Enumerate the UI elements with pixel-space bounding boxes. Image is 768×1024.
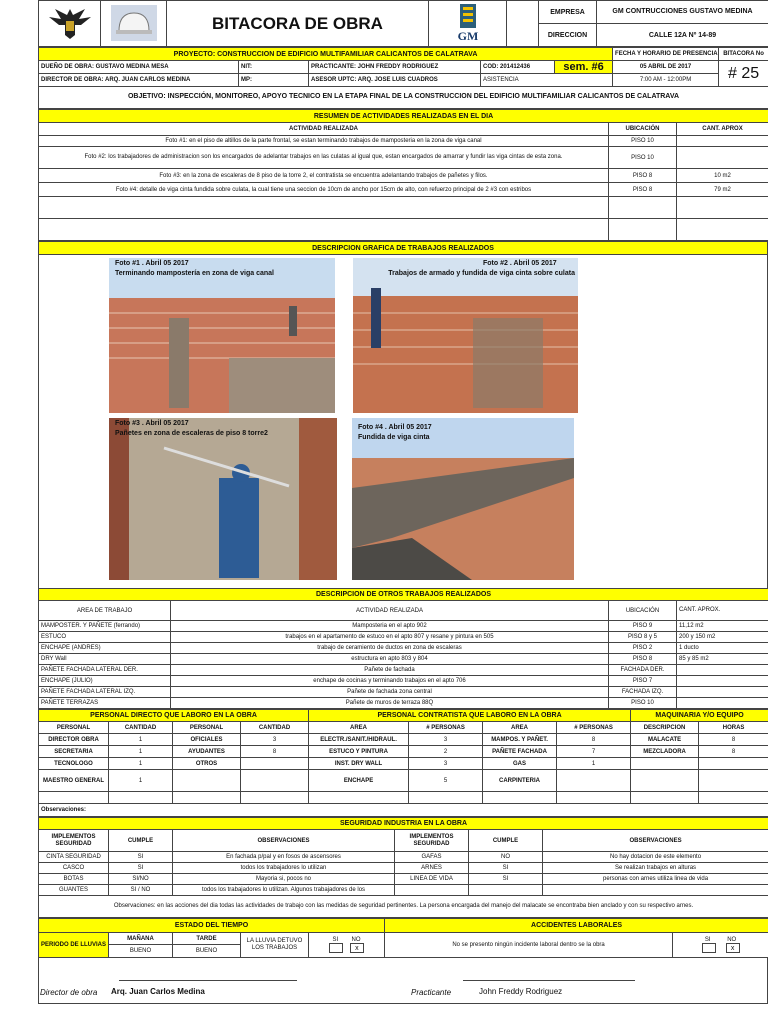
empresa-label: EMPRESA xyxy=(539,1,597,24)
accidentes-title: ACCIDENTES LABORALES xyxy=(385,919,768,933)
photo-1-caption-date: Foto #1 . Abril 05 2017 xyxy=(115,260,189,267)
accidentes-si-no: SI NO x xyxy=(673,933,768,958)
table-row: GUANTES SI / NO todos los trabajadores lo utilizan. Algunos trabajadores de los xyxy=(39,885,768,896)
bitacora-label: BITACORA No xyxy=(719,48,768,61)
resumen-ubi: PISO 10 xyxy=(609,136,677,147)
resumen-table xyxy=(38,109,768,241)
practicante-signature-line xyxy=(463,980,635,981)
asesor: ASESOR UPTC: ARQ. JOSE LUIS CUADROS xyxy=(309,74,481,87)
table-row xyxy=(39,136,768,147)
practicante-label: Practicante xyxy=(411,988,452,997)
direccion-label: DIRECCION xyxy=(539,24,597,47)
table-row: SECRETARIA 1 AYUDANTES 8 ESTUCO Y PINTURA 2 PAÑETE FACHADA 7 MEZCLADORA 8 xyxy=(39,746,768,758)
tiempo-table xyxy=(38,918,768,958)
tarde-label: TARDE xyxy=(173,933,241,945)
project-title: PROYECTO: CONSTRUCCION DE EDIFICIO MULTIFAMILIAR CALICANTOS DE CALATRAVA xyxy=(39,48,613,61)
lluvia-si-no: SI NO x xyxy=(309,933,385,958)
tarde-value: BUENO xyxy=(173,945,241,958)
seguridad-title: SEGURIDAD INDUSTRIA EN LA OBRA xyxy=(39,818,768,830)
photo-panel xyxy=(38,255,768,588)
resumen-header-cant: CANT. APROX xyxy=(677,123,768,136)
resumen-ubi: PISO 10 xyxy=(609,147,677,169)
periodo-lluvias: PERIODO DE LLUVIAS xyxy=(39,933,109,958)
bitacora-sheet xyxy=(38,0,768,1004)
personal-directo-title: PERSONAL DIRECTO QUE LABORO EN LA OBRA xyxy=(39,710,309,722)
page-title: BITACORA DE OBRA xyxy=(167,1,429,47)
horario: 7:00 AM - 12:00PM xyxy=(613,74,719,87)
table-row: CINTA SEGURIDAD SI En fachada p/pal y en fosos de ascensores GAFAS NO No hay dotacion de este elemento xyxy=(39,852,768,863)
grafica-title-table xyxy=(38,241,768,255)
table-row: MAESTRO GENERAL 1 ENCHAPE 5 CARPINTERIA xyxy=(39,770,768,792)
photo-2-caption-date: Foto #2 . Abril 05 2017 xyxy=(483,260,557,267)
resumen-header-actividad: ACTIVIDAD REALIZADA xyxy=(39,123,609,136)
asistencia-label: ASISTENCIA xyxy=(481,74,613,87)
photo-3 xyxy=(109,418,337,580)
table-row: DRY Wall estructura en apto 803 y 804 PISO 8 85 y 85 m2 xyxy=(39,654,768,665)
helmet-logo xyxy=(101,1,167,47)
bitacora-number: # 25 xyxy=(719,61,768,87)
photo-2-image xyxy=(353,258,578,413)
resumen-act: Foto #1: en el piso de altillos de la parte frontal, se estan terminando trabajos de mamposteria en la zona de viga canal xyxy=(39,136,609,147)
table-row: PAÑETE TERRAZAS Pañete de muros de terraza 88Q PISO 10 xyxy=(39,698,768,709)
resumen-act: Foto #2: los trabajadores de administracion son los encargados de adelantar trabajos en las culatas al igual que, estan encargados de amarrar y fundir las viga cintas de esta zona. xyxy=(39,147,609,169)
resumen-ubi: PISO 8 xyxy=(609,169,677,183)
photo-1-caption: Terminando mampostería en zona de viga canal xyxy=(115,270,274,277)
otros-header-area: AREA DE TRABAJO xyxy=(39,601,171,621)
otros-header-act: ACTIVIDAD REALIZADA xyxy=(171,601,609,621)
resumen-act: Foto #4: detalle de viga cinta fundida sobre culata, la cual tiene una seccion de 10cm de ancho por 15cm de alto, con refuerzo principal de 2 #3 con estribos xyxy=(39,183,609,197)
otros-header-cant: CANT. APROX. xyxy=(677,601,768,621)
seguridad-header-row: IMPLEMENTOS SEGURIDAD CUMPLE OBSERVACIONES IMPLEMENTOS SEGURIDAD CUMPLE OBSERVACIONES xyxy=(39,830,768,852)
empresa-value: GM CONTRUCCIONES GUSTAVO MEDINA xyxy=(597,1,768,24)
photo-3-caption-date: Foto #3 . Abril 05 2017 xyxy=(115,420,189,427)
personal-header-row: PERSONAL CANTIDAD PERSONAL CANTIDAD AREA # PERSONAS AREA # PERSONAS DESCRIPCION HORAS xyxy=(39,722,768,734)
personal-table xyxy=(38,709,768,817)
photo-1 xyxy=(109,258,335,413)
table-row xyxy=(39,197,768,219)
accidente-si-checkbox[interactable] xyxy=(702,943,716,953)
photo-4 xyxy=(352,418,574,580)
resumen-cant: 79 m2 xyxy=(677,183,768,197)
table-row: TECNOLOGO 1 OTROS INST. DRY WALL 3 GAS 1 xyxy=(39,758,768,770)
direccion-value: CALLE 12A Nº 14-89 xyxy=(597,24,768,47)
photo-4-image xyxy=(352,418,574,580)
eagle-icon xyxy=(45,3,95,43)
manana-label: MAÑANA xyxy=(109,933,173,945)
photo-3-image xyxy=(109,418,337,580)
resumen-act: Foto #3: en la zona de escaleras de 8 piso de la torre 2, el contratista se encuentra adelantando trabajos de pañetes y filos. xyxy=(39,169,609,183)
table-row: MAMPOSTER. Y PAÑETE (ferrando) Mamposteria en el apto 902 PISO 9 11,12 m2 xyxy=(39,621,768,632)
mp-label: MP: xyxy=(239,74,309,87)
lluvia-detuvo-label: LA LLUVIA DETUVO LOS TRABAJOS xyxy=(241,933,309,958)
photo-1-image xyxy=(109,258,335,413)
seguridad-observaciones: Observaciones: en las acciones del dia todas las actividades de trabajo con las medidas de seguridad pertinentes. La persona encargada del manejo del malacate se encontraba bien anclado y con su respectivo arnes. xyxy=(39,896,768,918)
table-row xyxy=(39,792,768,804)
project-table xyxy=(38,47,768,109)
table-row: PAÑETE FACHADA LATERAL DER. Pañete de fachada FACHADA DER. xyxy=(39,665,768,676)
resumen-title: RESUMEN DE ACTIVIDADES REALIZADAS EN EL DIA xyxy=(39,110,768,123)
director-signature-line xyxy=(119,980,297,981)
practicante: PRACTICANTE: JOHN FREDDY RODRIGUEZ xyxy=(309,61,481,74)
otros-header-ubi: UBICACIÓN xyxy=(609,601,677,621)
nit-label: NIT: xyxy=(239,61,309,74)
photo-3-caption: Pañetes en zona de escaleras de piso 8 torre2 xyxy=(115,430,268,437)
table-row: BOTAS SI/NO Mayoria si, pocos no LINEA DE VIDA SI personas con arnes utiliza linea de vida xyxy=(39,874,768,885)
director: DIRECTOR DE OBRA: ARQ. JUAN CARLOS MEDINA xyxy=(39,74,239,87)
fecha-value: 05 ABRIL DE 2017 xyxy=(613,61,719,74)
owner: DUEÑO DE OBRA: GUSTAVO MEDINA MESA xyxy=(39,61,239,74)
practicante-name: John Freddy Rodriguez xyxy=(479,987,563,996)
accidente-no-checkbox[interactable]: x xyxy=(726,943,740,953)
table-row xyxy=(39,169,768,183)
table-row xyxy=(39,147,768,169)
helmet-icon xyxy=(109,3,159,43)
resumen-cant: 10 m2 xyxy=(677,169,768,183)
grafica-title: DESCRIPCION GRAFICA DE TRABAJOS REALIZADOS xyxy=(39,242,768,255)
resumen-header-ubicacion: UBICACIÓN xyxy=(609,123,677,136)
personal-observaciones: Observaciones: xyxy=(39,804,768,817)
seguridad-table xyxy=(38,817,768,918)
personal-contratista-title: PERSONAL CONTRATISTA QUE LABORO EN LA OBRA xyxy=(309,710,631,722)
gm-logo-text: GM xyxy=(457,28,478,43)
table-row xyxy=(39,183,768,197)
header-table xyxy=(38,0,768,47)
director-label: Director de obra xyxy=(40,988,98,997)
table-row: DIRECTOR OBRA 1 OFICIALES 3 ELECTR./SANIT./HIDRAUL. 3 MAMPOS. Y PAÑET. 8 MALACATE 8 xyxy=(39,734,768,746)
resumen-cant xyxy=(677,136,768,147)
table-row xyxy=(39,219,768,241)
lluvia-si-checkbox[interactable] xyxy=(329,943,343,953)
gm-logo-icon xyxy=(438,2,498,44)
tiempo-title: ESTADO DEL TIEMPO xyxy=(39,919,385,933)
cod: COD: 201412436 xyxy=(481,61,555,74)
table-row: ENCHAPE (JULIO) enchape de cocinas y terminando trabajos en el apto 706 PISO 7 xyxy=(39,676,768,687)
manana-value: BUENO xyxy=(109,945,173,958)
director-name: Arq. Juan Carlos Medina xyxy=(111,987,205,996)
otros-table xyxy=(38,588,768,709)
photo-4-caption-date: Foto #4 . Abril 05 2017 xyxy=(358,424,432,431)
signature-area xyxy=(38,958,768,1004)
table-row: CASCO SI todos los trabajadores lo utilizan ARNES SI Se realizan trabajos en alturas xyxy=(39,863,768,874)
semana: sem. #6 xyxy=(555,61,613,74)
lluvia-no-checkbox[interactable]: x xyxy=(350,943,364,953)
table-row: ENCHAPE (ANDRES) trabajo de ceramiento de ductos en zona de escaleras PISO 2 1 ducto xyxy=(39,643,768,654)
gm-logo xyxy=(429,1,507,47)
resumen-cant xyxy=(677,147,768,169)
otros-title: DESCRIPCION DE OTROS TRABAJOS REALIZADOS xyxy=(39,589,768,601)
photo-4-caption: Fundida de viga cinta xyxy=(358,434,430,441)
table-row: PAÑETE FACHADA LATERAL IZQ. Pañete de fachada zona central FACHADA IZQ. xyxy=(39,687,768,698)
eagle-logo xyxy=(39,1,101,47)
accidentes-text: No se presento ningún incidente laboral dentro se la obra xyxy=(385,933,673,958)
table-row: ESTUCO trabajos en el apartamento de estuco en el apto 807 y resane y pintura en 505 PISO 8 y 5 200 y 150 m2 xyxy=(39,632,768,643)
photo-2 xyxy=(353,258,578,413)
resumen-ubi: PISO 8 xyxy=(609,183,677,197)
maquinaria-title: MAQUINARIA Y/O EQUIPO xyxy=(631,710,768,722)
objetivo: OBJETIVO: INSPECCIÓN, MONITOREO, APOYO TECNICO EN LA ETAPA FINAL DE LA CONSTRUCCION DEL EDIFICIO MULTIFAMILIAR CALICANTOS DE CALATRAVA xyxy=(39,87,768,109)
fecha-label: FECHA Y HORARIO DE PRESENCIA xyxy=(613,48,719,61)
photo-2-caption: Trabajos de armado y fundida de viga cinta sobre culata xyxy=(388,270,575,277)
